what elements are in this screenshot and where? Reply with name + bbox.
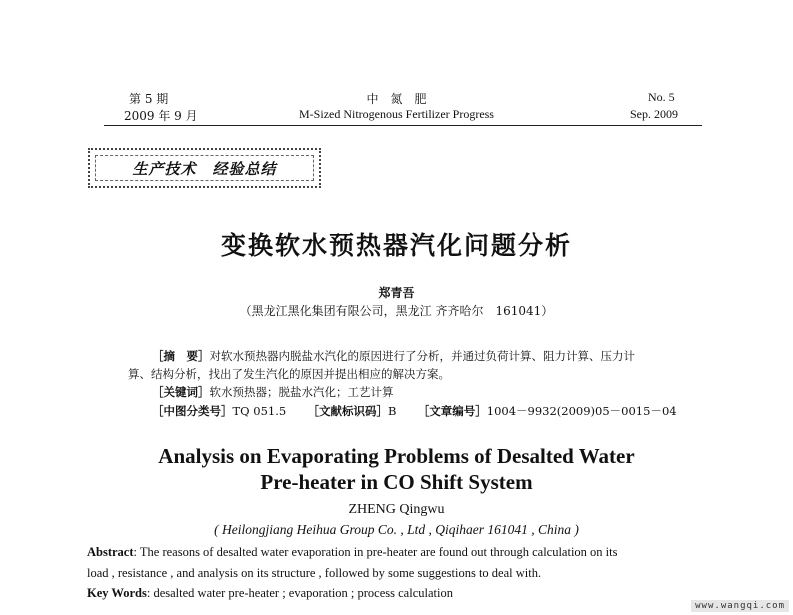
watermark: www.wangqi.com [691,600,789,612]
journal-title-en: M-Sized Nitrogenous Fertilizer Progress [299,107,494,121]
abstract-en-line-2: load , resistance , and analysis on its structure , followed by some suggestions to deal with. [87,566,542,580]
keywords-label-cn: ［关键词］ [152,385,210,399]
keywords-en-line [87,586,453,601]
article-no-cn: 1004－9932(2009)05－0015－04 [486,404,677,418]
article-no-label-cn: ［文章编号］ [417,404,487,418]
keywords-en: : desalted water pre-heater ; evaporation ; process calculation [146,586,453,600]
doc-code-cn: B [388,404,397,418]
category-label: 生产技术 经验总结 [132,160,277,178]
affiliation-en: ( Heilongjiang Heihua Group Co. , Ltd , Qiqihaer 161041 , China ) [214,522,579,537]
keywords-cn-line [152,384,394,400]
classification-label-cn: ［中图分类号］ [152,404,233,418]
journal-title-cn: 中 氮 肥 [366,92,427,106]
abstract-label-en: Abstract [87,545,134,559]
abstract-cn-text-1: 对软水预热器内脱盐水汽化的原因进行了分析，并通过负荷计算、阻力计算、压力计 [209,349,635,363]
article-title-en-line-1: Analysis on Evaporating Problems of Desalted Water [158,444,635,468]
affiliation-cn: （黑龙江黑化集团有限公司，黑龙江 齐齐哈尔 161041） [239,304,554,318]
issue-cn: 第 5 期 [129,92,169,106]
date-en: Sep. 2009 [630,107,678,121]
abstract-cn-line-1 [152,348,635,364]
abstract-en-text-1: : The reasons of desalted water evaporation in pre-heater are found out through calculation on its [133,545,618,559]
doc-code-label-cn: ［文献标识码］ [307,404,388,418]
abstract-cn-line-2: 算、结构分析，找出了发生汽化的原因并提出相应的解决方案。 [128,367,450,381]
author-en: ZHENG Qingwu [348,502,445,517]
article-title-cn: 变换软水预热器汽化问题分析 [220,231,572,260]
abstract-en-line-1 [87,545,618,560]
category-box [88,148,321,188]
header-rule [104,125,702,126]
author-cn: 郑青吾 [378,286,415,300]
issue-en: No. 5 [648,90,675,104]
abstract-label-cn: ［摘 要］ [152,349,210,363]
classification-line [152,403,677,419]
classification-cn: TQ 051.5 [232,404,287,418]
article-title-en-line-2: Pre-heater in CO Shift System [260,470,533,494]
keywords-cn: 软水预热器；脱盐水汽化；工艺计算 [209,385,394,399]
keywords-label-en: Key Words [87,586,147,600]
date-cn: 2009 年 9 月 [124,109,198,123]
